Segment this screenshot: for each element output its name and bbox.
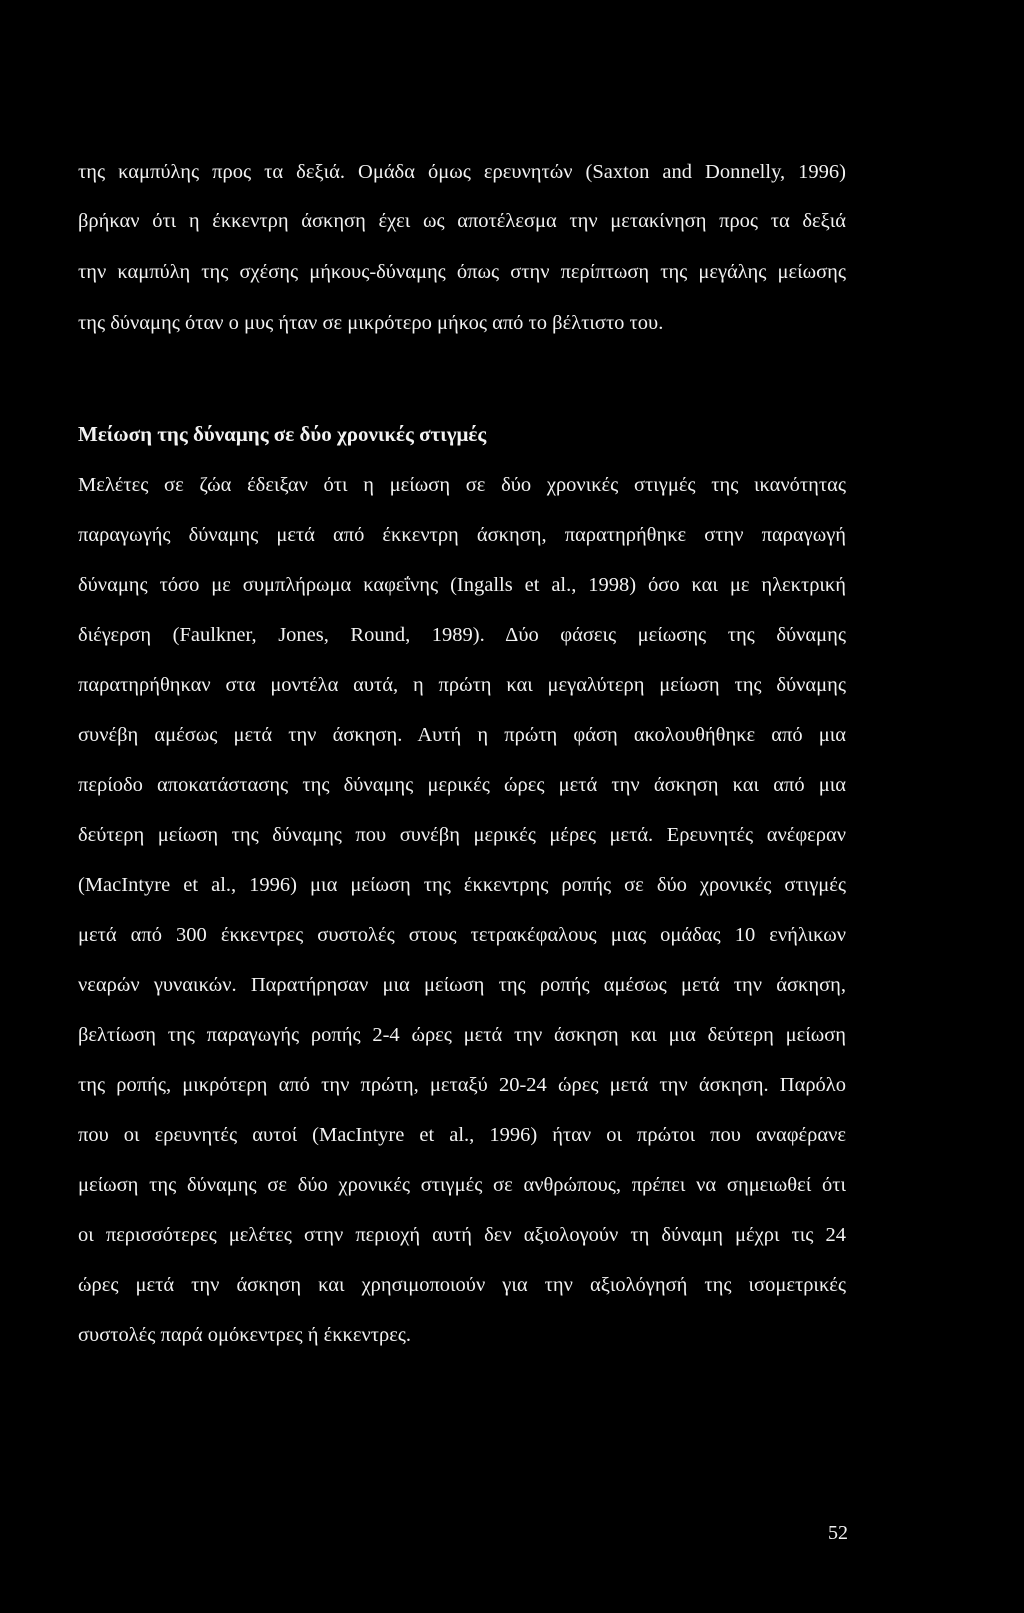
text-line: νεαρών γυναικών. Παρατήρησαν μια μείωση της ροπής αμέσως μετά την άσκηση, [78,974,846,996]
text-line: συνέβη αμέσως μετά την άσκηση. Αυτή η πρώτη φάση ακολουθήθηκε από μια [78,724,846,746]
text-line: της ροπής, μικρότερη από την πρώτη, μεταξύ 20-24 ώρες μετά την άσκηση. Παρόλο [78,1074,846,1096]
text-line: βρήκαν ότι η έκκεντρη άσκηση έχει ως αποτέλεσμα την μετακίνηση προς τα δεξιά [78,210,846,232]
text-line: οι περισσότερες μελέτες στην περιοχή αυτή δεν αξιολογούν τη δύναμη μέχρι τις 24 [78,1224,846,1246]
text-line: της δύναμης όταν ο μυς ήταν σε μικρότερο μήκος από το βέλτιστο του. [78,312,664,334]
page-number: 52 [828,1522,848,1544]
text-line: μετά από 300 έκκεντρες συστολές στους τετρακέφαλους μιας ομάδας 10 ενήλικων [78,924,846,946]
text-line: μείωση της δύναμης σε δύο χρονικές στιγμές σε ανθρώπους, πρέπει να σημειωθεί ότι [78,1174,846,1196]
text-line: της καμπύλης προς τα δεξιά. Ομάδα όμως ερευνητών (Saxton and Donnelly, 1996) [78,161,846,183]
text-line: περίοδο αποκατάστασης της δύναμης μερικές ώρες μετά την άσκηση και από μια [78,774,846,796]
text-line: ώρες μετά την άσκηση και χρησιμοποιούν για την αξιολόγησή της ισομετρικές [78,1274,846,1296]
section-heading: Μείωση της δύναμης σε δύο χρονικές στιγμές [78,422,487,446]
text-line: παραγωγής δύναμης μετά από έκκεντρη άσκηση, παρατηρήθηκε στην παραγωγή [78,524,846,546]
text-line: διέγερση (Faulkner, Jones, Round, 1989). Δύο φάσεις μείωσης της δύναμης [78,624,846,646]
text-line: δύναμης τόσο με συμπλήρωμα καφεΐνης (Ingalls et al., 1998) όσο και με ηλεκτρική [78,574,846,596]
text-line: την καμπύλη της σχέσης μήκους-δύναμης όπως στην περίπτωση της μεγάλης μείωσης [78,261,846,283]
text-line: που οι ερευνητές αυτοί (MacIntyre et al., 1996) ήταν οι πρώτοι που αναφέρανε [78,1124,846,1146]
text-line: (MacIntyre et al., 1996) μια μείωση της έκκεντρης ροπής σε δύο χρονικές στιγμές [78,874,846,896]
text-line: παρατηρήθηκαν στα μοντέλα αυτά, η πρώτη και μεγαλύτερη μείωση της δύναμης [78,674,846,696]
text-line: βελτίωση της παραγωγής ροπής 2-4 ώρες μετά την άσκηση και μια δεύτερη μείωση [78,1024,846,1046]
text-line: δεύτερη μείωση της δύναμης που συνέβη μερικές μέρες μετά. Ερευνητές ανέφεραν [78,824,846,846]
text-line: Μελέτες σε ζώα έδειξαν ότι η μείωση σε δύο χρονικές στιγμές της ικανότητας [78,474,846,496]
text-line: συστολές παρά ομόκεντρες ή έκκεντρες. [78,1324,412,1346]
